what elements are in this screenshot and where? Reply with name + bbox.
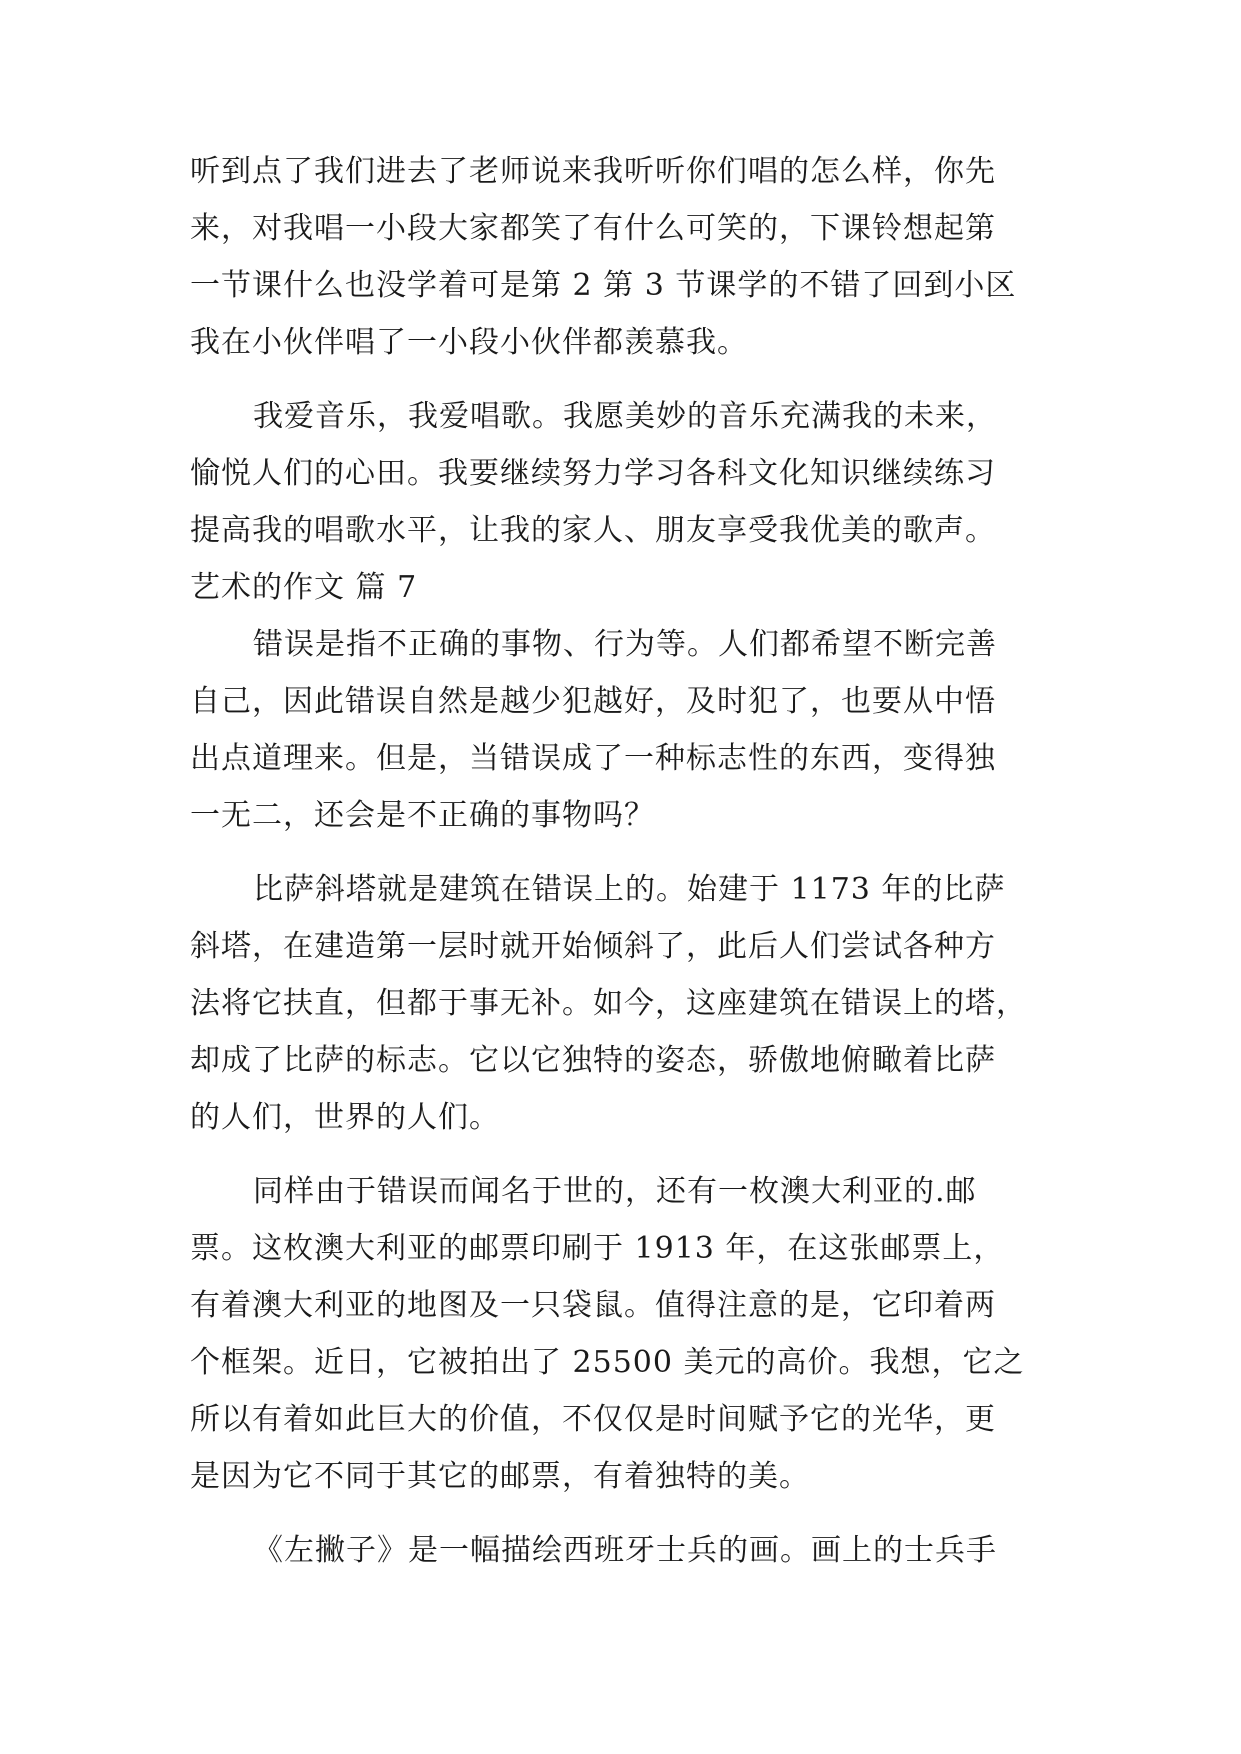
text-line: 的人们，世界的人们。 bbox=[190, 1100, 500, 1135]
text-line: 是因为它不同于其它的邮票，有着独特的美。 bbox=[190, 1459, 810, 1494]
paragraph-first-line: 比萨斜塔就是建筑在错误上的。始建于 1173 年的比萨 bbox=[253, 872, 1006, 907]
paragraph-first-line: 我爱音乐，我爱唱歌。我愿美妙的音乐充满我的未来， bbox=[253, 399, 997, 434]
text-line: 斜塔，在建造第一层时就开始倾斜了，此后人们尝试各种方 bbox=[190, 929, 996, 964]
text-line: 听到点了我们进去了老师说来我听听你们唱的怎么样，你先 bbox=[190, 154, 996, 189]
text-line: 一无二，还会是不正确的事物吗？ bbox=[190, 798, 655, 833]
text-line: 所以有着如此巨大的价值，不仅仅是时间赋予它的光华，更 bbox=[190, 1402, 996, 1437]
text-line: 自己，因此错误自然是越少犯越好，及时犯了，也要从中悟 bbox=[190, 684, 996, 719]
text-line: 票。这枚澳大利亚的邮票印刷于 1913 年，在这张邮票上， bbox=[190, 1231, 1005, 1266]
paragraph-first-line: 同样由于错误而闻名于世的，还有一枚澳大利亚的.邮 bbox=[253, 1174, 977, 1209]
text-line: 个框架。近日，它被拍出了 25500 美元的高价。我想，它之 bbox=[190, 1345, 1025, 1380]
text-line: 我在小伙伴唱了一小段小伙伴都羡慕我。 bbox=[190, 325, 748, 360]
text-line: 一节课什么也没学着可是第 2 第 3 节课学的不错了回到小区 bbox=[190, 268, 1017, 303]
text-line: 提高我的唱歌水平，让我的家人、朋友享受我优美的歌声。 bbox=[190, 513, 996, 548]
paragraph-first-line: 《左撇子》是一幅描绘西班牙士兵的画。画上的士兵手 bbox=[253, 1533, 997, 1568]
text-line: 出点道理来。但是，当错误成了一种标志性的东西，变得独 bbox=[190, 741, 996, 776]
text-line: 却成了比萨的标志。它以它独特的姿态，骄傲地俯瞰着比萨 bbox=[190, 1043, 996, 1078]
section-heading: 艺术的作文 篇 7 bbox=[190, 570, 418, 605]
text-line: 来，对我唱一小段大家都笑了有什么可笑的，下课铃想起第 bbox=[190, 211, 996, 246]
text-line: 法将它扶直，但都于事无补。如今，这座建筑在错误上的塔， bbox=[190, 986, 1027, 1021]
paragraph-first-line: 错误是指不正确的事物、行为等。人们都希望不断完善 bbox=[253, 627, 997, 662]
text-line: 愉悦人们的心田。我要继续努力学习各科文化知识继续练习 bbox=[190, 456, 996, 491]
text-line: 有着澳大利亚的地图及一只袋鼠。值得注意的是，它印着两 bbox=[190, 1288, 996, 1323]
